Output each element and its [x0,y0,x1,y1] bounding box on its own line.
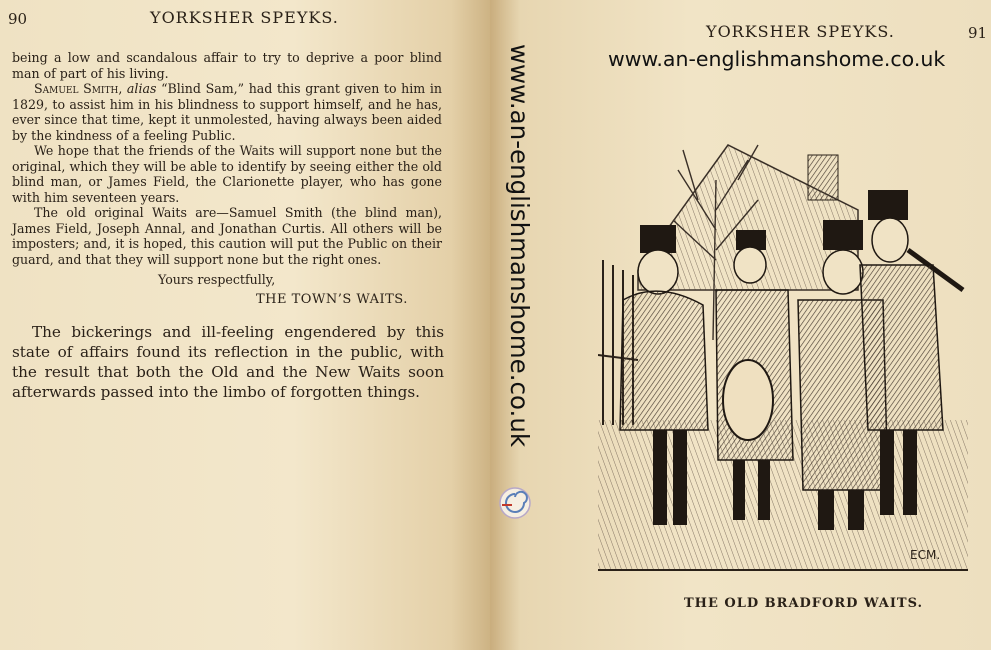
paragraph-5: The bickerings and ill-feeling engendered by this state of affairs found its reflection in the public, with the result that both the Old and the New Waits soon afterwards passed into the limbo of forgotten things. [12,323,444,401]
paragraph-1: being a low and scandalous affair to try to deprive a poor blind man of part of his living. [12,50,442,81]
paragraph-2-rest: “Blind Sam,” had this grant given to him in 1829, to assist him in his blindness to support himself, and he has, ever since that time, kept it unmolested, having always been aided by the kindness of a feeling Public. [12,81,442,143]
swirl-logo-icon [498,486,532,520]
left-page-number: 90 [8,10,28,28]
illustration-caption: THE OLD BRADFORD WAITS. [684,596,924,611]
name-samuel-smith: Samuel Smith, [34,81,123,96]
chimney [808,155,838,200]
illustration-signature: ECM. [910,548,941,562]
illustration-old-bradford-waits [598,140,968,585]
paragraph-3: We hope that the friends of the Waits will support none but the original, which they will be able to identify by seeing either the old blind man, or James Field, the Clarionette player, who has gone with him seventeen years. [12,143,442,205]
right-running-head: YORKSHER SPEYKS. [706,22,895,41]
letter-signature: THE TOWN’S WAITS. [256,292,408,307]
watermark-horizontal: www.an-englishmanshome.co.uk [608,47,946,71]
paragraph-2 [12,81,442,143]
letter-closing: Yours respectfully, [158,272,276,287]
left-page [0,0,490,650]
right-page-number: 91 [968,24,988,42]
watermark-vertical: www.an-englishmanshome.co.uk [505,44,534,448]
narrative-text [12,322,444,402]
paragraph-4: The old original Waits are—Samuel Smith (the blind man), James Field, Joseph Annal, and Jonathan Curtis. All others will be imposters; and, it is hoped, this caution will put the Public on their guard, and that they will support none but the right ones. [12,205,442,267]
left-running-head: YORKSHER SPEYKS. [150,8,339,27]
alias-word: alias [126,81,157,96]
letter-text [12,50,442,267]
